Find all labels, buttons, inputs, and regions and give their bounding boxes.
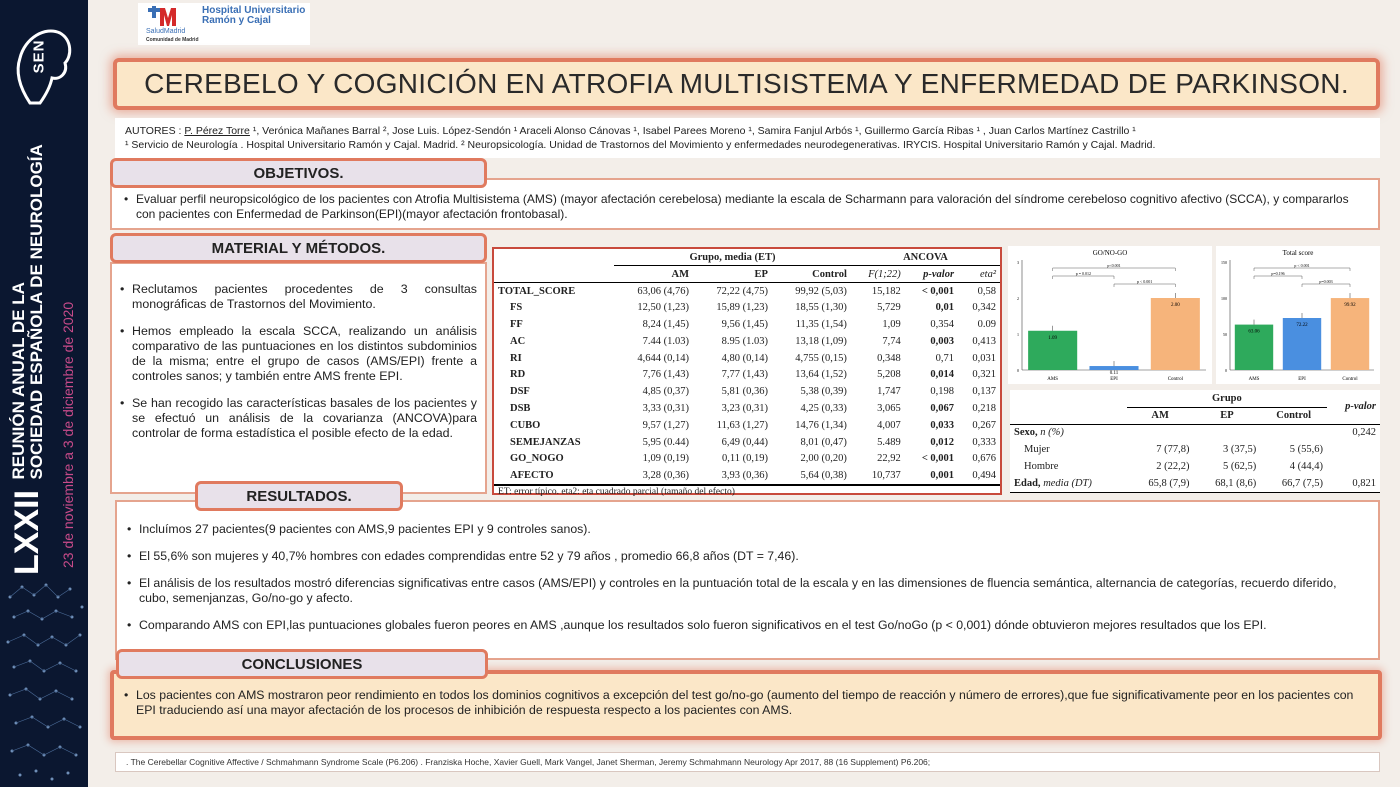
demo-pvalue-header: p-valor [1345,401,1376,413]
table-cell: 8.95 (1.03) [721,335,768,347]
poster-title: CEREBELO Y COGNICIÓN EN ATROFIA MULTISISTEMA Y ENFERMEDAD DE PARKINSON. [144,68,1349,99]
table-cell: 2,00 (0,20) [800,453,847,465]
lead-author: P. Pérez Torre [184,125,250,137]
significance-bracket [1114,284,1175,287]
results-heading: RESULTADOS. [195,481,403,511]
col-header: F(1;22) [868,268,901,280]
chart-title: Total score [1282,249,1314,257]
y-tick-label: 150 [1221,260,1227,265]
y-tick-label: 50 [1223,332,1227,337]
sexo-pvalue: 0,242 [1352,427,1376,439]
authors-box [115,118,1380,158]
table-cell: 13,64 (1,52) [795,369,847,381]
row-label: AFECTO [510,470,554,481]
ancova-table [492,247,1002,495]
salud-madrid: SaludMadrid [146,28,186,35]
table-cell: 3,065 [877,403,901,415]
ancova-header: ANCOVA [903,251,948,263]
table-cell: 9,57 (1,27) [642,419,689,431]
results-item: • El 55,6% son mujeres y 40,7% hombres con edades comprendidas entre 52 y 79 años , promedio 66,8 años (DT = 7,46). [125,549,1366,564]
table-cell: 7.44 (1.03) [642,335,689,347]
table-cell: 7,76 (1,43) [642,369,689,381]
row-label: RD [510,369,526,381]
table-cell: 1,09 [882,319,901,331]
congress-line2: SOCIEDAD ESPAÑOLA DE NEUROLOGÍA [26,144,46,480]
sen-abbrev: SEN [30,39,48,74]
table-row [494,383,1000,400]
table-cell: < 0,001 [921,285,955,297]
table-cell: 13,18 (1,09) [795,335,847,347]
data-label: 99.92 [1344,303,1356,309]
table-cell: 4,007 [877,419,901,431]
significance-label: p=0.003 [1319,279,1333,284]
demo-col-header: EP [1220,410,1234,421]
table-row: Hombre 2 (22,2) 5 (62,5) 4 (44,4) [1024,461,1324,472]
table-row [494,350,1000,367]
demo-col-header: Control [1276,410,1312,421]
methods-item: • Se han recogido las características basales de los pacientes y se efectuó un análisis de la covarianza (ANCOVA)para controlar de forma estadística el posible efecto de la edad. [118,396,477,441]
data-label: 2.00 [1170,303,1180,308]
y-tick-label: 3 [1017,260,1019,265]
table-cell: 5,729 [877,302,901,314]
table-cell: 4,80 (0,14) [721,352,768,364]
table-row [494,400,1000,417]
data-label: 1.09 [1048,335,1058,341]
table-cell: 0,494 [972,470,996,481]
congress-edition: LXXII [8,489,46,575]
gonogo-chart [1008,246,1212,384]
congress-line1: REUNIÓN ANUAL DE LA [8,282,28,480]
table-cell: 0,676 [972,453,996,465]
table-row [494,333,1000,350]
table-cell: 14,76 (1,34) [795,419,847,431]
poster-title-box [113,58,1380,110]
demo-group-header: Grupo [1127,390,1327,407]
significance-label: p<0.001 [1107,263,1121,268]
category-label: EPI [1298,377,1306,382]
row-label: CUBO [510,419,541,431]
table-cell: 4,644 (0,14) [637,352,689,364]
table-cell: 8,24 (1,45) [642,319,689,331]
authors-line: AUTORES : P. Pérez Torre ¹, Verónica Mañanes Barral ², Jose Luis. López-Sendón ¹ Araceli Alonso Cánovas ¹, Isabel Parees Moreno ¹, Samira Fanjul Arbós ¹, Guillermo García Ribas ¹ , Juan Carlos Martínez Castrillo ¹ [125,125,1136,137]
row-label: DSF [510,386,530,398]
table-cell: 0,11 (0,19) [721,453,768,465]
methods-item: • Reclutamos pacientes procedentes de 3 consultas monográficas de Trastornos del Movimiento. [118,282,477,312]
table-cell: 8,01 (0,47) [800,436,847,448]
table-cell: 0,321 [972,369,996,381]
table-cell: 0,71 [935,352,955,364]
y-tick-label: 0 [1017,368,1019,373]
table-row [494,451,1000,468]
significance-bracket [1053,276,1114,279]
comunidad-madrid: Comunidad de Madrid [146,37,199,43]
table-cell: 0,067 [930,403,955,415]
objectives-text: • Evaluar perfil neuropsicológico de los pacientes con Atrofia Multisistema (AMS) (mayor afectación cerebelosa) mediante la escala de Scharmann para valoración del síndrome cerebeloso cognitivo afectivo (SCCA), y compararlos con pacientes con Enfermedad de Parkinson(EPI)(mayor afectación frontobasal). [122,192,1366,222]
hospital-logo [138,3,310,45]
table-cell: 1,747 [877,386,901,398]
table-cell: 11,35 (1,54) [795,319,847,331]
table-cell: 5,208 [877,369,901,381]
methods-item: • Hemos empleado la escala SCCA, realizando un análisis comparativo de las puntuaciones en los distintos subdominios de la misma; entre el grupo de casos (AMS/EPI) frente a controles sanos; y también entre AMS frente EPI. [118,324,477,384]
table-cell: 0,198 [930,386,955,398]
y-tick-label: 1 [1017,332,1019,337]
table-cell: 0.09 [977,319,996,331]
significance-label: p < 0.001 [1294,263,1310,268]
y-tick-label: 100 [1221,296,1227,301]
col-header: eta² [980,268,996,280]
table-cell: 0,001 [930,470,955,481]
chart-title: GO/NO-GO [1092,249,1128,257]
table-cell: 15,89 (1,23) [716,302,768,314]
congress-title [8,15,47,575]
affiliations-line: ¹ Servicio de Neurología . Hospital Universitario Ramón y Cajal. Madrid. ² Neuropsicología. Unidad de Trastornos del Movimiento y enfermedades neurodegenerativas. IRYCIS. Hospital Universitario Ramón y Cajal. Madrid. [125,139,1156,151]
conclusion-text: • Los pacientes con AMS mostraron peor rendimiento en todos los dominios cognitivos a excepción del test go/no-go (aumento del tiempo de reacción y número de errores),que fue significativamente peor en los pacientes con EPI traduciendo así una mayor afectación de los procesos de inhibición de respuesta respecto a los pacientes con AMS. [122,688,1368,718]
col-header: Control [812,268,847,280]
table-cell: 0,342 [972,302,996,314]
significance-bracket [1254,268,1350,271]
bar [1331,298,1369,370]
row-label: FS [510,302,523,314]
col-header: EP [754,268,768,280]
significance-bracket [1053,268,1176,271]
table-cell: 9,56 (1,45) [721,319,768,331]
row-label: FF [510,319,523,331]
table-cell: 4,25 (0,33) [800,403,847,415]
col-header: p-valor [923,268,955,280]
edad-pvalue: 0,821 [1352,477,1376,489]
results-item: • Comparando AMS con EPI,las puntuaciones globales fueron peores en AMS ,aunque los resultados solo fueron significativos en el test Go/noGo (p < 0,001) dónde obtuvieron mejores resultados que los EPI. [125,618,1366,633]
data-label: 0.11 [1109,371,1119,377]
row-label: SEMEJANZAS [510,436,581,448]
table-cell: 0,58 [977,285,996,297]
significance-bracket [1254,276,1302,279]
totalscore-chart-svg [1216,246,1380,384]
table-cell: 5.489 [877,436,901,448]
table-cell: 0,012 [930,436,955,448]
y-tick-label: 2 [1017,296,1019,301]
category-label: Control [1342,377,1358,382]
category-label: Control [1167,377,1183,382]
table-cell: 99,92 (5,03) [795,285,847,297]
col-header: AM [671,268,689,280]
demographics-table: Grupo p-valor AM EP Control Sexo, n (%) 0,242 Mujer 7 (77,8) 3 (37,5) 5 (55,6) Hombre 2 (22,2) 5 (62,5) 4 (44,4) Edad, media (DT) 65,8 (7,9) 68,1 (8,6) 66,7 (7,5) 0,821 [1010,390,1380,493]
table-cell: 0,333 [972,436,996,448]
row-label: AC [510,335,526,347]
table-row: Edad, media (DT) 65,8 (7,9) 68,1 (8,6) 66,7 (7,5) 0,821 [1010,475,1380,492]
row-label: DSB [510,403,531,415]
y-tick-label: 0 [1225,368,1227,373]
bar [1151,298,1200,370]
category-label: EPI [1110,377,1118,382]
category-label: AMS [1047,377,1059,382]
table-cell: 0,354 [930,319,955,331]
table-row [494,417,1000,434]
significance-label: p < 0.001 [1137,279,1153,284]
table-cell: 22,92 [877,453,901,465]
hospital-name: Hospital Universitario Ramón y Cajal [202,5,306,26]
group-header: Grupo, media (ET) [689,251,776,263]
table-row [494,467,1000,484]
table-footnote: ET: error típico. eta2: eta cuadrado parcial (tamaño del efecto) [494,485,1000,498]
table-cell: 10,737 [871,470,901,481]
table-cell: < 0,001 [921,453,955,465]
results-item: • El análisis de los resultados mostró diferencias significativas entre casos (AMS/EPI) y controles en la puntuación total de la escala y en las dimensiones de fluencia semántica, alternancia de categorías, recuerdo diferido, cubo, semenjanzas, Go/no-go y afecto. [125,576,1366,606]
table-cell: 5,64 (0,38) [800,470,847,481]
table-cell: 3,93 (0,36) [721,470,768,481]
table-cell: 11,63 (1,27) [716,419,768,431]
data-label: 63.06 [1248,329,1260,335]
table-cell: 12,50 (1,23) [637,302,689,314]
conclusions-box [110,670,1382,740]
table-cell: 0,413 [972,335,996,347]
totalscore-chart [1216,246,1380,384]
table-cell: 0,031 [972,352,996,364]
table-cell: 1,09 (0,19) [642,453,689,465]
table-cell: 0,137 [972,386,996,398]
table-row [494,434,1000,451]
reference-line: . The Cerebellar Cognitive Affective / Schmahmann Syndrome Scale (P6.206) . Franziska Hoche, Xavier Guell, Mark Vangel, Janet Sherman, Jeremy Schmahmann Neurology Apr 2017, 88 (16 Supplement) P6.206; [115,752,1380,772]
data-label: 72.22 [1296,323,1308,329]
table-cell: 0,218 [972,403,996,415]
table-cell: 72,22 (4,75) [716,285,768,297]
significance-bracket [1302,284,1350,287]
conclusions-heading: CONCLUSIONES [116,649,488,679]
significance-label: p=0.196 [1271,271,1285,276]
table-cell: 0,01 [935,302,955,314]
methods-box [110,262,487,494]
objectives-heading: OBJETIVOS. [110,158,487,188]
table-cell: 3,23 (0,31) [721,403,768,415]
category-label: AMS [1248,377,1260,382]
significance-label: p = 0.012 [1075,271,1091,276]
table-cell: 7,77 (1,43) [721,369,768,381]
table-cell: 5,38 (0,39) [800,386,847,398]
congress-sidebar [0,0,88,787]
congress-dates: 23 de noviembre a 3 de diciembre de 2020 [60,301,76,568]
table-cell: 0,003 [930,335,955,347]
table-cell: 3,28 (0,36) [642,470,689,481]
table-cell: 0,348 [877,352,901,364]
table-row [494,316,1000,333]
table-row: Mujer 7 (77,8) 3 (37,5) 5 (55,6) [1024,444,1324,455]
brain-illustration-icon [0,567,88,787]
table-cell: 63,06 (4,76) [637,285,689,297]
table-cell: 4,755 (0,15) [795,352,847,364]
table-row [494,299,1000,316]
table-cell: 6,49 (0,44) [721,436,768,448]
table-cell: 0,267 [972,419,996,431]
methods-heading: MATERIAL Y MÉTODOS. [110,233,487,263]
results-item: • Incluímos 27 pacientes(9 pacientes con AMS,9 pacientes EPI y 9 controles sanos). [125,522,1366,537]
demo-col-header: AM [1151,410,1169,421]
table-cell: 4,85 (0,37) [642,386,689,398]
table-cell: 18,55 (1,30) [795,302,847,314]
table-cell: 7,74 [882,335,901,347]
table-row [494,283,1000,300]
row-label: RI [510,352,522,364]
results-box [115,500,1380,660]
hospital-mark-icon [146,6,176,28]
table-cell: 5,95 (0.44) [642,436,689,448]
row-label: TOTAL_SCORE [498,285,576,297]
table-cell: 0,014 [930,369,955,381]
table-cell: 3,33 (0,31) [642,403,689,415]
bar [1089,366,1138,370]
row-label: GO_NOGO [510,453,564,465]
gonogo-chart-svg [1008,246,1212,384]
table-cell: 15,182 [871,285,901,297]
table-cell: 0,033 [930,419,955,431]
table-row [494,367,1000,384]
table-cell: 5,81 (0,36) [721,386,768,398]
